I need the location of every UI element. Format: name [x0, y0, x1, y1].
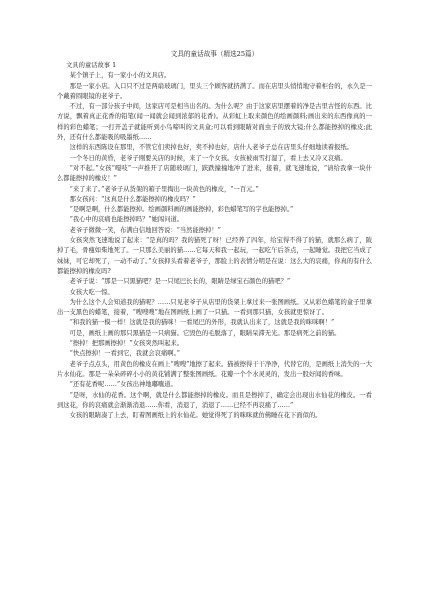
paragraph: “是啊是啊，什么都能擦掉。绘画颜料画的画能擦掉，彩色蜡笔写的字也能擦掉。” — [69, 206, 294, 214]
paragraph: 那女孩问：“这真是什么都能擦掉的橡皮吗？” — [69, 195, 196, 203]
paragraph: “和我的猫一模一样！这就是我的猫咪！一看尾巴的外形，我就认出来了，这就是我的咪咪啊！” — [69, 319, 335, 327]
paragraph: 老爷子微微一笑，布满白信地回答说：“当然能擦掉！” — [69, 226, 221, 234]
section-heading: 文具的童话故事 1 — [66, 62, 117, 69]
paragraph: 那是一家小店。入口只不过是两扇玻璃门，里头三个顾客就挤满了。而在店里头悄悄地守着柜台的，永久是一个戴着圆眼镜的老爷子。 — [57, 82, 372, 100]
paragraph: 为什么这个人会知道我的猫呢？……只见老爷子从店里的货架上拿过来一张图画纸。又从彩色蜡笔的盒子里拿出一支黑色的蜡笔，接着，“嗖嗖嗖”地在图画纸上画了一只猫。一看到那只猫，女孩就更惊讶了。 — [57, 298, 372, 317]
paragraph: “对不起。”女孩“嘎吱”一声推开了店随玻璃门，趺跌撞撞地冲了进来，接着，就飞速地说，“请给我拿一块什么都能擦掉的橡皮！” — [57, 164, 372, 183]
paragraph: 某个镇子上，有一家小小的文具店。 — [69, 72, 171, 80]
paragraph: “来了来了。”老爷子从货架的箱子里掏出一块黄色的橡皮，“一百元。” — [69, 185, 259, 193]
paragraph: 女孩的眼睛凑了上去，盯着图画纸上的水仙花。她觉得死了的咪咪就仿佛睡在花下面似的。 — [69, 412, 322, 420]
page-title: 文具的童话故事（精选25篇） — [170, 50, 259, 58]
paragraph: 可是，画纸上画的那只黑猫是一只病猫。它毁色的毛脱落了，眼睛呆滞无光。那是病死之前的猫。 — [69, 329, 341, 337]
paragraph: 老爷子点点头，用黄色的橡皮在画上“嗖嗖”地擦了起来。猫被擦得干干净净，代替它的，是画纸上消失的一大片水仙花。那是一朵朵碎碎小小的黄花铺满了整张图画纸。花瓣一个个水灵灵的，发出一股好闻的香味。 — [57, 360, 372, 378]
paragraph: 这样的东西陈设在那里，不管它们卖掉也好，卖不掉也好，店什人老爷子总在店里头仔细地读着报纸。 — [69, 144, 353, 152]
paragraph: 女孩大吃一惊。 — [69, 288, 114, 296]
paragraph: “擦掉！把那画擦掉！”女孩突然叫起来。 — [69, 340, 184, 348]
paragraph: 女孩突然飞速地说了起来：“是真的吗？我的猫死了呀！已经养了四年，给宝得不得了的猫，就那么病了，陂掉了毛，骨瘦如柴地死了。一只那么美丽的猫……它每天和我一起玩，一起吃午后茶点，一起睡觉。我把它当成了妹妹，可它却死了，一动不动了。”女孩抑头看着老爷子，那脸上的表情分明是在说：这么大的哀痛，你真的有什么都能擦掉的橡皮吗? — [57, 237, 372, 275]
paragraph: “我心中的哀痛也能擦掉吗？”她闯问道。 — [69, 216, 184, 224]
paragraph: “是呀，水仙的花香。这个啊，就是什么都能擦掉的橡皮。而且是擦掉了，确定会出现出水仙花的橡皮。一看到这花，你的哀痛就会渐渐消退……你看，消退了，消退了……已经不再哀痛了……” — [57, 391, 372, 409]
paragraph: 一个冬日的黄昏，老爷子刚要关店的时候，来了一个女孩。女孩被雨雪打湿了，看上去又冷又哀痛。 — [69, 154, 347, 162]
paragraph: “快点擦掉！一看到它，我就会哀痛啊。” — [69, 350, 180, 358]
paragraph: 老爷子说：“那是一只黑猫吧？是一只尾巴长长的，眼睛是绿宝石颜色的猫吧？” — [69, 278, 291, 286]
paragraph: “还有花香呢……”女孩出神地嘟囔道。 — [69, 381, 177, 389]
paragraph: 不过，有一部分孩子中间，这家店可是相当出名的。为什么呢？由于这家店里摆着的净是古里古怪的东西。比方说，飘着真正花香的铅笔(闻一闻就会闻到浓郁的花香)。从彩虹上取来颜色的绘画颜料;画出来的东西像真的一样的彩色蜡笔；一打开盖子就能听到小鸟啼叫的文具盒;可以看到眼睛对面虫子的放大镜;什么都能擦掉的橡皮;此外，还有什么都能吸的吸墨纸…… — [57, 103, 372, 142]
